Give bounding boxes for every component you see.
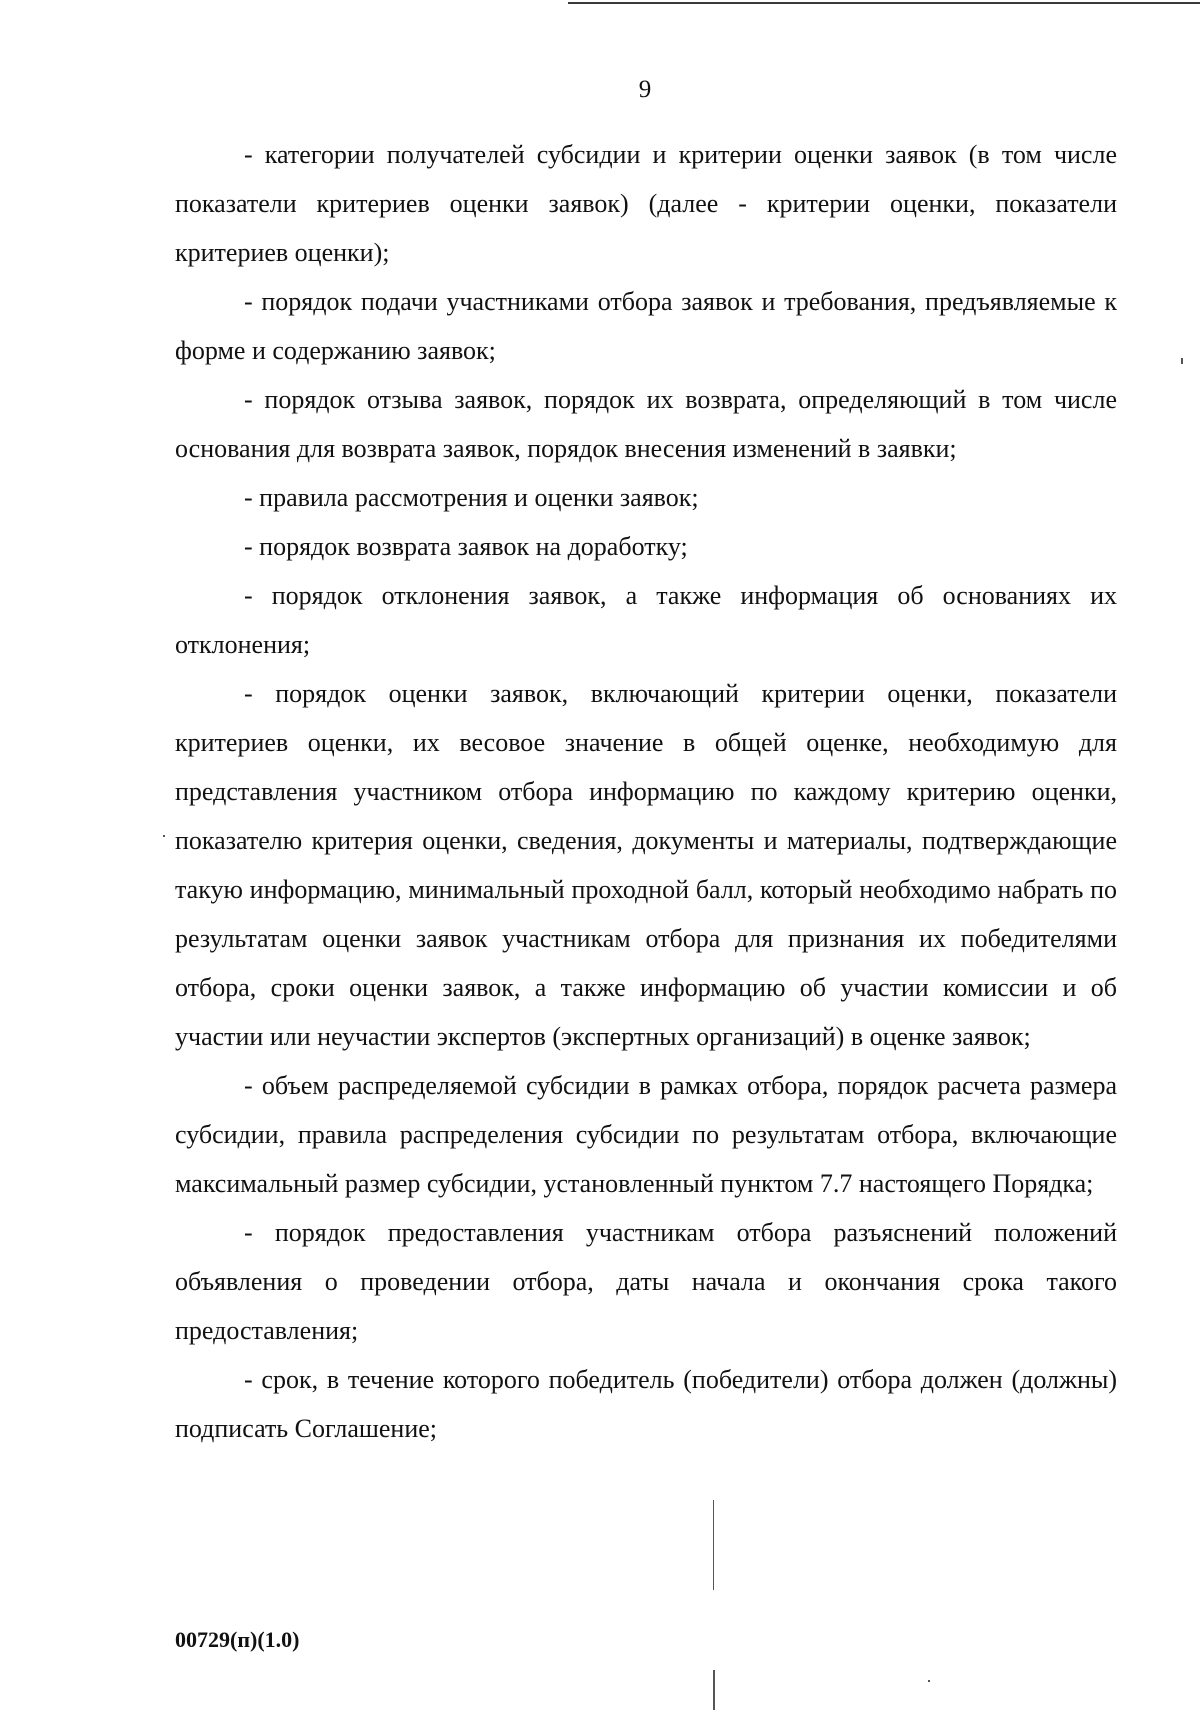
scan-artifact-dot — [1181, 358, 1183, 364]
scan-artifact-line — [713, 1500, 714, 1590]
list-item: - срок, в течение которого победитель (победители) отбора должен (должны) подписать Соглашение; — [175, 1365, 1117, 1443]
scan-artifact-dot — [928, 1680, 930, 1682]
list-item: - порядок предоставления участникам отбора разъяснений положений объявления о проведении отбора, даты начала и окончания срока такого предоставления; — [175, 1218, 1117, 1345]
page-number: 9 — [638, 76, 652, 103]
list-item: - порядок возврата заявок на доработку; — [244, 532, 688, 561]
list-item: - объем распределяемой субсидии в рамках отбора, порядок расчета размера субсидии, правила распределения субсидии по результатам отбора, включающие максимальный размер субсидии, установленный пунктом 7.7 настоящего Порядка; — [175, 1071, 1117, 1198]
document-code: 00729(п)(1.0) — [175, 1627, 300, 1652]
list-item: - категории получателей субсидии и критерии оценки заявок (в том числе показатели критериев оценки заявок) (далее - критерии оценки, показатели критериев оценки); — [175, 140, 1117, 267]
list-item: - порядок отзыва заявок, порядок их возврата, определяющий в том числе основания для возврата заявок, порядок внесения изменений в заявки; — [175, 385, 1117, 463]
document-body — [175, 130, 1117, 1453]
list-item: - правила рассмотрения и оценки заявок; — [244, 483, 699, 512]
scan-artifact-line — [713, 1670, 715, 1710]
scan-top-edge-line — [568, 2, 1200, 5]
list-item: - порядок оценки заявок, включающий критерии оценки, показатели критериев оценки, их весовое значение в общей оценке, необходимую для представления участником отбора информацию по каждому критерию оценки, показателю критерия оценки, сведения, документы и материалы, подтверждающие такую информацию, минимальный проходной балл, который необходимо набрать по результатам оценки заявок участникам отбора для признания их победителями отбора, сроки оценки заявок, а также информацию об участии комиссии и об участии или неучастии экспертов (экспертных организаций) в оценке заявок; — [175, 679, 1117, 1051]
list-item: - порядок отклонения заявок, а также информация об основаниях их отклонения; — [175, 581, 1117, 659]
list-item: - порядок подачи участниками отбора заявок и требования, предъявляемые к форме и содержанию заявок; — [175, 287, 1117, 365]
scan-artifact-dot — [163, 835, 165, 837]
